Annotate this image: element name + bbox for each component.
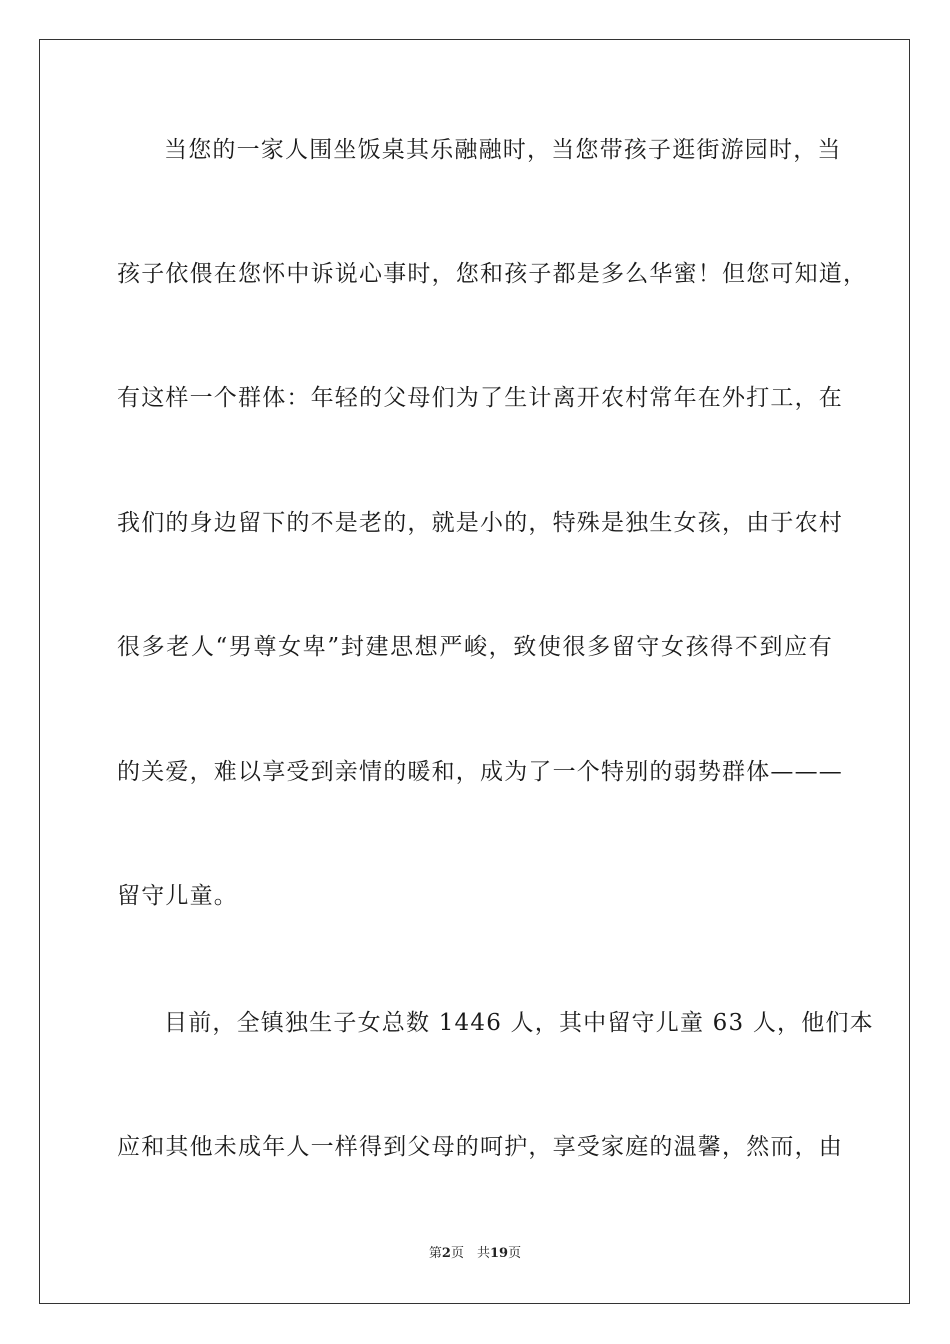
footer-middle: 页 共 [450, 1246, 490, 1261]
paragraph-2-line-2: 应和其他未成年人一样得到父母的呵护，享受家庭的温馨，然而，由 [117, 1134, 843, 1160]
paragraph-1-line-3: 有这样一个群体：年轻的父母们为了生计离开农村常年在外打工，在 [117, 385, 843, 411]
paragraph-1-line-6: 的关爱，难以享受到亲情的暖和，成为了一个特别的弱势群体——— [117, 759, 843, 785]
footer-suffix: 页 [508, 1246, 522, 1261]
footer-prefix: 第 [428, 1246, 442, 1261]
paragraph-1-line-1: 当您的一家人围坐饭桌其乐融融时，当您带孩子逛街游园时，当 [164, 137, 842, 163]
paragraph-2-line-1: 目前，全镇独生子女总数 1446 人，其中留守儿童 63 人，他们本 [164, 1010, 874, 1036]
paragraph-1-line-5: 很多老人“男尊女卑”封建思想严峻，致使很多留守女孩得不到应有 [117, 634, 833, 660]
paragraph-1-line-4: 我们的身边留下的不是老的，就是小的，特殊是独生女孩，由于农村 [117, 510, 843, 536]
current-page-number: 2 [441, 1246, 451, 1261]
paragraph-1-line-7: 留守儿童。 [117, 883, 238, 909]
page-footer [0, 1245, 950, 1263]
total-pages-number: 19 [489, 1246, 509, 1261]
paragraph-1-line-2: 孩子依偎在您怀中诉说心事时，您和孩子都是多么华蜜！但您可知道， [117, 261, 868, 287]
page-frame [39, 39, 910, 1304]
